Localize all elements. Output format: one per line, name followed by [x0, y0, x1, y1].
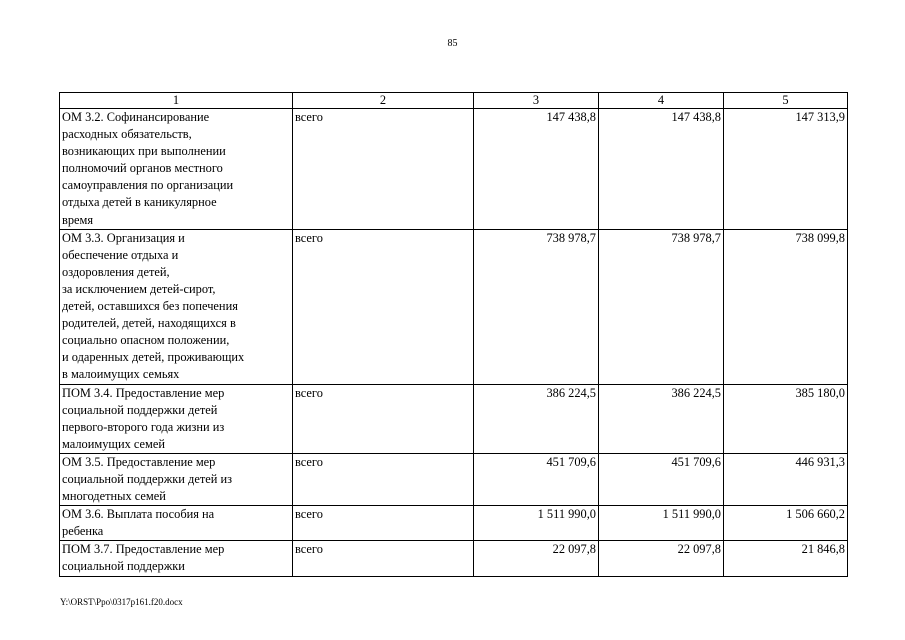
header-row: [60, 93, 848, 109]
row-value-col3: [474, 541, 599, 576]
cell-text-line: 147 438,8: [671, 110, 721, 124]
cell-text-line: ОМ 3.5. Предоставление мер: [62, 454, 216, 469]
cell-text-line: первого-второго года жизни из: [62, 419, 225, 434]
header-col-4: 4: [599, 93, 724, 109]
row-value-col3: [474, 109, 599, 230]
cell-text-line: самоуправления по организации: [62, 178, 234, 193]
budget-table: [59, 92, 848, 577]
row-value-col5: [724, 453, 848, 505]
row-name-cell: [60, 229, 293, 384]
cell-text-line: 1 511 990,0: [662, 507, 721, 522]
row-value-col5: [724, 109, 848, 230]
file-path: Y:\ORST\Ppo\0317p161.f20.docx: [60, 597, 183, 607]
row-name-cell: [60, 453, 293, 505]
cell-text-line: социально опасном положении,: [62, 333, 230, 348]
table-header: [60, 93, 848, 109]
cell-text-line: 147 438,8: [546, 110, 596, 124]
header-col-3: 3: [474, 93, 599, 109]
cell-text-line: всего: [295, 454, 323, 469]
row-kind-cell: [293, 109, 474, 230]
cell-text-line: всего: [295, 542, 323, 557]
cell-text-line: 386 224,5: [546, 385, 596, 400]
cell-text-line: ОМ 3.6. Выплата пособия на: [62, 507, 215, 522]
cell-text-line: 738 978,7: [546, 230, 596, 245]
cell-text-line: социальной поддержки детей из: [62, 471, 233, 486]
cell-text-line: оздоровления детей,: [62, 264, 170, 279]
cell-text-line: 22 097,8: [677, 542, 721, 557]
row-kind-cell: [293, 229, 474, 384]
table-row: [60, 453, 848, 505]
table-body: [60, 109, 848, 577]
cell-text-line: ребенка: [62, 524, 104, 539]
cell-text-line: отдыха детей в каникулярное: [62, 195, 217, 210]
cell-text-line: и одаренных детей, проживающих: [62, 350, 245, 365]
header-col-1: 1: [60, 93, 293, 109]
table-row: [60, 109, 848, 230]
table-row: [60, 384, 848, 453]
cell-text-line: 738 978,7: [671, 230, 721, 245]
cell-text-line: ОМ 3.2. Софинансирование: [62, 110, 210, 124]
cell-text-line: возникающих при выполнении: [62, 144, 226, 159]
cell-text-line: ПОМ 3.4. Предоставление мер: [62, 385, 225, 400]
row-value-col5: [724, 384, 848, 453]
header-col-5: 5: [724, 93, 848, 109]
cell-text-line: детей, оставшихся без попечения: [62, 299, 238, 314]
row-name-cell: [60, 384, 293, 453]
row-value-col5: [724, 506, 848, 541]
row-value-col4: [599, 541, 724, 576]
cell-text-line: всего: [295, 230, 323, 245]
cell-text-line: за исключением детей-сирот,: [62, 281, 216, 296]
row-kind-cell: [293, 541, 474, 576]
table-row: [60, 229, 848, 384]
table-row: [60, 541, 848, 576]
cell-text-line: в малоимущих семьях: [62, 367, 180, 382]
cell-text-line: всего: [295, 507, 323, 522]
cell-text-line: 451 709,6: [671, 454, 721, 469]
cell-text-line: малоимущих семей: [62, 436, 165, 451]
cell-text-line: 21 846,8: [801, 542, 845, 557]
cell-text-line: социальной поддержки детей: [62, 402, 218, 417]
cell-text-line: 385 180,0: [795, 385, 845, 400]
cell-text-line: расходных обязательств,: [62, 127, 192, 142]
row-value-col4: [599, 109, 724, 230]
page-number: 85: [447, 38, 458, 49]
row-value-col4: [599, 453, 724, 505]
row-value-col5: [724, 541, 848, 576]
cell-text-line: 386 224,5: [671, 385, 721, 400]
cell-text-line: ПОМ 3.7. Предоставление мер: [62, 542, 225, 557]
cell-text-line: родителей, детей, находящихся в: [62, 316, 236, 331]
table-row: [60, 506, 848, 541]
cell-text-line: полномочий органов местного: [62, 161, 223, 176]
cell-text-line: 738 099,8: [795, 230, 845, 245]
cell-text-line: социальной поддержки: [62, 559, 185, 574]
cell-text-line: 1 511 990,0: [537, 507, 596, 522]
cell-text-line: 22 097,8: [552, 542, 596, 557]
row-value-col3: [474, 506, 599, 541]
row-value-col4: [599, 384, 724, 453]
row-name-cell: [60, 541, 293, 576]
row-value-col3: [474, 384, 599, 453]
cell-text-line: 147 313,9: [795, 110, 845, 124]
cell-text-line: всего: [295, 385, 323, 400]
row-kind-cell: [293, 506, 474, 541]
row-value-col3: [474, 229, 599, 384]
cell-text-line: обеспечение отдыха и: [62, 247, 179, 262]
cell-text-line: 451 709,6: [546, 454, 596, 469]
row-kind-cell: [293, 453, 474, 505]
row-value-col5: [724, 229, 848, 384]
row-name-cell: [60, 506, 293, 541]
cell-text-line: 1 506 660,2: [786, 507, 845, 522]
row-value-col4: [599, 506, 724, 541]
cell-text-line: 446 931,3: [795, 454, 845, 469]
row-value-col3: [474, 453, 599, 505]
cell-text-line: ОМ 3.3. Организация и: [62, 230, 185, 245]
row-kind-cell: [293, 384, 474, 453]
cell-text-line: многодетных семей: [62, 489, 166, 504]
cell-text-line: время: [62, 212, 94, 227]
row-value-col4: [599, 229, 724, 384]
cell-text-line: всего: [295, 110, 323, 124]
header-col-2: 2: [293, 93, 474, 109]
row-name-cell: [60, 109, 293, 230]
